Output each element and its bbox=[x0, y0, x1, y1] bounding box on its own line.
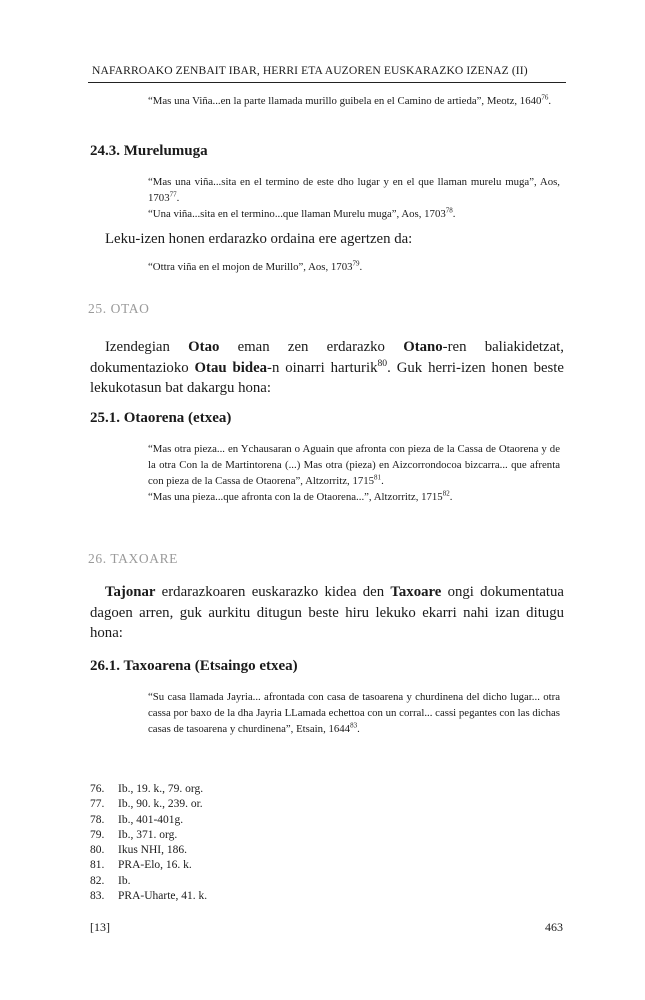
footnote-ref: 81 bbox=[374, 473, 382, 482]
footnote-ref: 78 bbox=[445, 206, 453, 215]
quote-paragraph: “Su casa llamada Jayria... afrontada con casa de tasoarena y churdinena del dicho lugar... otra cassa por baxo de la dha Jayria LLamada echettoa con un corral... cassi pegantes con las dichas casas de tasoarena y churdinena”, Etsain, 1644$^{83}$. bbox=[148, 691, 560, 735]
footnote-item: 80. Ikus NHI, 186. bbox=[90, 844, 187, 857]
section-heading: 25. OTAO bbox=[88, 301, 150, 316]
footnote-item: 76. Ib., 19. k., 79. org. bbox=[90, 783, 204, 795]
quote-block bbox=[148, 689, 560, 737]
quote-paragraph: “Mas una pieza...que afronta con la de Otaorena...”, Altzorritz, 1715$^{82}$. bbox=[148, 489, 453, 503]
footnote-item: 77. Ib., 90. k., 239. or. bbox=[90, 798, 203, 811]
footnote-ref: 76 bbox=[541, 93, 549, 102]
subsection-heading: 24.3. Murelumuga bbox=[90, 143, 208, 159]
body-paragraph: Leku-izen honen erdarazko ordaina ere agertzen da: bbox=[105, 231, 413, 247]
quote-block bbox=[148, 174, 560, 222]
page-number: 463 bbox=[545, 920, 563, 934]
footnote-ref: 77 bbox=[169, 190, 177, 199]
footnote-item: 83. PRA-Uharte, 41. k. bbox=[90, 890, 208, 903]
subsection-heading: 25.1. Otaorena (etxea) bbox=[90, 410, 232, 426]
footnote-ref: 79 bbox=[352, 259, 360, 268]
quote-paragraph: “Mas otra pieza... en Ychausaran o Aguain que afronta con pieza de la Cassa de Otaorena y de la otra Con la de Martintorena (...) Mas otra (pieza) en Aizcorrondocoa bizcarra... que afrenta con pieza de la Cassa de Otaorena”, Altzorritz, 1715$^{81}$. bbox=[148, 443, 560, 487]
quote-block bbox=[148, 93, 560, 109]
quote-block bbox=[148, 259, 560, 275]
footnote-ref: 82 bbox=[442, 489, 450, 498]
section-heading: 26. TAXOARE bbox=[88, 551, 179, 566]
body-paragraph: Izendegian Otao eman zen erdarazko Otano-ren baliakidetzat, dokumentazioko Otau bidea-n oinarri harturik$^{80}$. Guk herri-izen honen beste lekukotasun bat dakargu hona: bbox=[90, 339, 564, 396]
footnote-ref: 83 bbox=[350, 721, 358, 730]
running-header: NAFARROAKO ZENBAIT IBAR, HERRI ETA AUZOREN EUSKARAZKO IZENAZ (II) bbox=[92, 64, 528, 77]
quote-block bbox=[148, 441, 560, 505]
footnote-item: 78. Ib., 401-401g. bbox=[90, 813, 184, 826]
footnote-ref: 80 bbox=[377, 357, 388, 369]
quote-paragraph: “Mas una Viña...en la parte llamada murillo guibela en el Camino de artieda”, Meotz, 1640$^{76}$. bbox=[148, 93, 552, 107]
quote-paragraph: “Una viña...sita en el termino...que llaman Murelu muga”, Aos, 1703$^{78}$. bbox=[148, 206, 456, 220]
header-rule bbox=[88, 82, 566, 83]
quote-paragraph: “Mas una viña...sita en el termino de este dho lugar y en el que llaman murelu muga”, Aos, 1703$^{77}$. bbox=[148, 176, 560, 204]
footnote-item: 81. PRA-Elo, 16. k. bbox=[90, 859, 192, 872]
subsection-heading: 26.1. Taxoarena (Etsaingo etxea) bbox=[90, 658, 298, 674]
footnotes bbox=[90, 782, 207, 904]
footnote-item: 82. Ib. bbox=[90, 874, 131, 887]
body-paragraph: Tajonar erdarazkoaren euskarazko kidea den Taxoare ongi dokumentatua dagoen arren, guk aurkitu ditugun beste hiru lekuko ekarri nahi izan ditugu hona: bbox=[90, 584, 564, 641]
footnote-item: 79. Ib., 371. org. bbox=[90, 828, 178, 841]
page-marker: [13] bbox=[90, 920, 110, 934]
quote-paragraph: “Ottra viña en el mojon de Murillo”, Aos, 1703$^{79}$. bbox=[148, 259, 363, 273]
